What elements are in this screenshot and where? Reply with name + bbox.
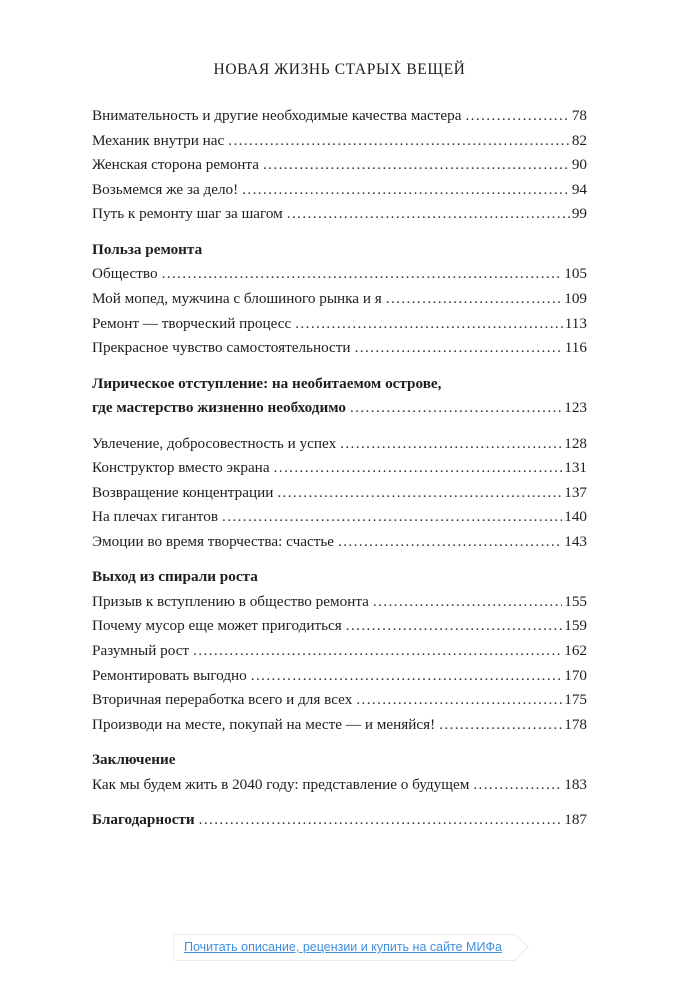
toc-entry[interactable] [92,396,587,421]
dot-leader [386,287,562,312]
dot-leader [242,178,570,203]
page-number: 99 [571,205,587,223]
toc-entry[interactable] [92,481,587,506]
dot-leader [199,808,563,833]
toc-entry[interactable] [92,178,587,203]
entry-title: Как мы будем жить в 2040 году: представление о будущем [92,775,470,793]
cta-callout [173,934,516,961]
dot-leader [277,481,562,506]
dot-leader [473,773,562,798]
toc-section [92,238,587,361]
entry-title: Производи на месте, покупай на месте — и меняйся! [92,715,436,733]
table-of-contents [92,104,587,844]
entry-title: Механик внутри нас [92,131,225,149]
entry-title: Призыв к вступлению в общество ремонта [92,592,369,610]
toc-section [92,432,587,555]
entry-title: Почему мусор еще может пригодиться [92,617,342,635]
dot-leader [251,664,562,689]
toc-entry[interactable] [92,432,587,457]
toc-entry[interactable] [92,664,587,689]
entry-title: Путь к ремонту шаг за шагом [92,205,283,223]
toc-entry[interactable] [92,614,587,639]
dot-leader [356,688,562,713]
entry-title: Увлечение, добросовестность и успех [92,434,337,452]
page-number: 170 [564,666,587,684]
section-heading: Польза ремонта [92,240,203,258]
toc-section [92,748,587,797]
entry-title: Ремонт — творческий процесс [92,314,292,332]
entry-title: Женская сторона ремонта [92,156,259,174]
page-number: 116 [564,339,587,357]
toc-entry[interactable] [92,456,587,481]
dot-leader [338,530,562,555]
section-heading: Лирическое отступление: на необитаемом острове, [92,374,442,392]
dot-leader [162,262,563,287]
toc-section [92,565,587,737]
toc-entry[interactable] [92,129,587,154]
entry-title: Возьмемся же за дело! [92,180,239,198]
dot-leader [373,590,562,615]
page-number: 123 [564,399,587,417]
dot-leader [287,202,570,227]
page-number: 131 [564,459,587,477]
dot-leader [274,456,563,481]
page-number: 140 [564,508,587,526]
page-number: 94 [571,180,587,198]
entry-title: Вторичная переработка всего и для всех [92,691,353,709]
toc-entry[interactable] [92,808,587,833]
page-number: 175 [564,691,587,709]
section-heading: Выход из спирали роста [92,568,258,586]
dot-leader [263,153,570,178]
buy-on-mif-link[interactable]: Почитать описание, рецензии и купить на сайте МИФа [184,940,502,954]
dot-leader [222,505,562,530]
page-number: 143 [564,532,587,550]
entry-title: Конструктор вместо экрана [92,459,270,477]
toc-entry[interactable] [92,688,587,713]
entry-title: Возвращение концентрации [92,483,274,501]
page-number: 183 [564,775,587,793]
section-heading: Заключение [92,751,176,769]
page-number: 113 [564,314,587,332]
toc-entry[interactable] [92,262,587,287]
running-header: НОВАЯ ЖИЗНЬ СТАРЫХ ВЕЩЕЙ [213,61,466,78]
dot-leader [346,614,562,639]
page-number: 137 [564,483,587,501]
page-number: 187 [564,811,587,829]
entry-title: Эмоции во время творчества: счастье [92,532,335,550]
page-number: 82 [571,131,587,149]
page-number: 128 [564,434,587,452]
page-number: 162 [564,642,587,660]
toc-entry[interactable] [92,505,587,530]
toc-entry[interactable] [92,530,587,555]
entry-title: На плечах гигантов [92,508,219,526]
dot-leader [355,336,563,361]
dot-leader [295,312,563,337]
toc-entry[interactable] [92,590,587,615]
entry-title: Благодарности [92,811,195,829]
dot-leader [193,639,562,664]
toc-section [92,808,587,833]
page-number: 90 [571,156,587,174]
page-number: 159 [564,617,587,635]
dot-leader [465,104,569,129]
dot-leader [439,713,562,738]
entry-title: Общество [92,265,158,283]
page-number: 105 [564,265,587,283]
toc-entry[interactable] [92,312,587,337]
toc-entry[interactable] [92,773,587,798]
dot-leader [228,129,570,154]
page-number: 178 [564,715,587,733]
dot-leader [350,396,562,421]
page-number: 155 [564,592,587,610]
entry-title: где мастерство жизненно необходимо [92,399,346,417]
toc-section [92,372,587,421]
toc-section [92,104,587,227]
toc-entry[interactable] [92,202,587,227]
entry-title: Ремонтировать выгодно [92,666,247,684]
toc-entry[interactable] [92,104,587,129]
entry-title: Мой мопед, мужчина с блошиного рынка и я [92,289,382,307]
toc-entry[interactable] [92,713,587,738]
entry-title: Разумный рост [92,642,190,660]
entry-title: Внимательность и другие необходимые качества мастера [92,107,462,124]
toc-entry[interactable] [92,639,587,664]
page-number: 78 [571,107,587,124]
toc-entry[interactable] [92,153,587,178]
dot-leader [340,432,562,457]
toc-entry[interactable] [92,287,587,312]
toc-entry[interactable] [92,336,587,361]
page-number: 109 [564,289,587,307]
entry-title: Прекрасное чувство самостоятельности [92,339,351,357]
